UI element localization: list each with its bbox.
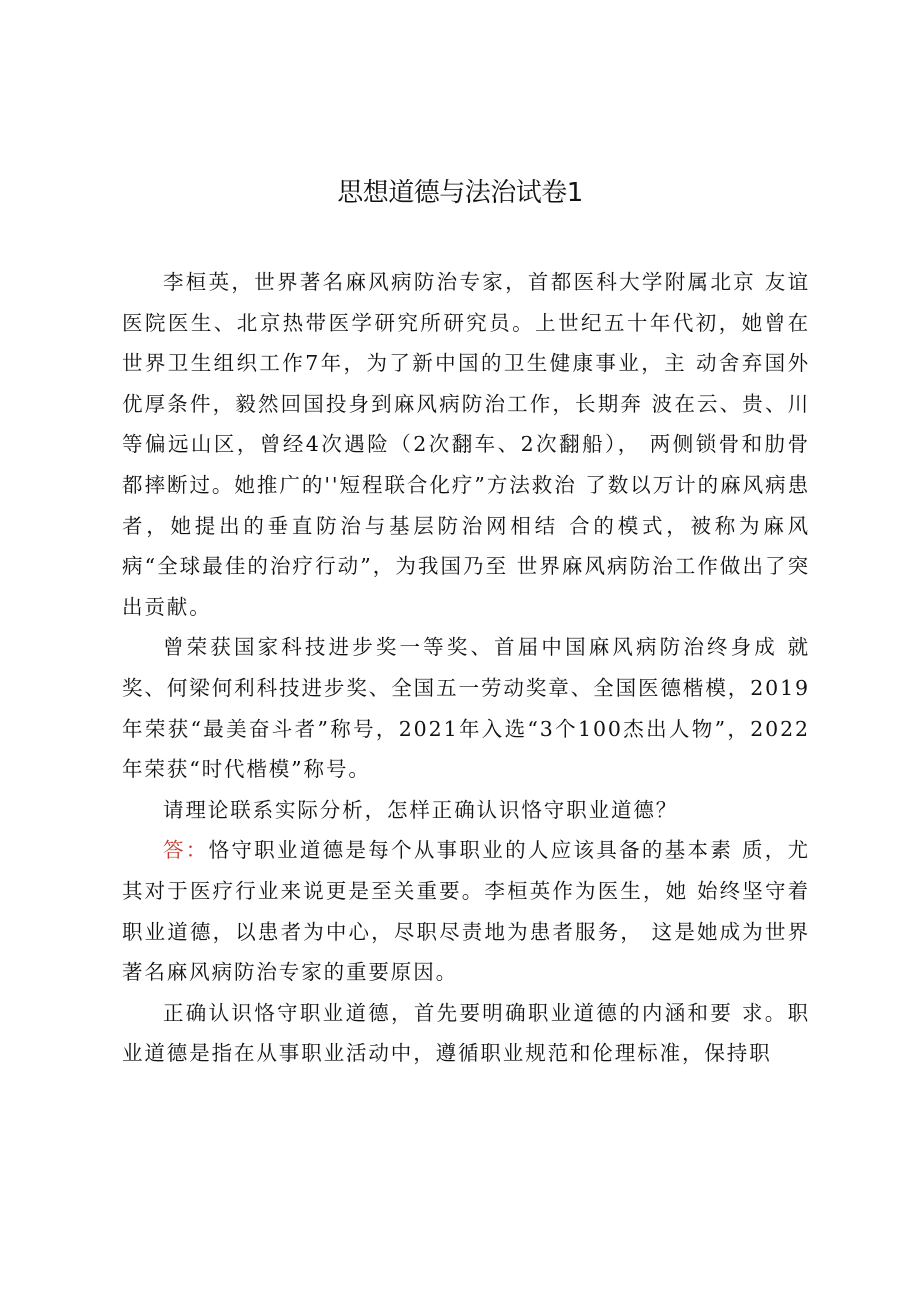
paragraph-honors: 曾荣获国家科技进步奖一等奖、首届中国麻风病防治终身成 就奖、何梁何利科技进步奖、全国五一劳动奖章、全国医德楷模，2019年荣获“最美奋斗者”称号，2021年入选“3个100杰出人物”，2022年荣获“时代楷模”称号。 [122, 635, 810, 782]
question-text: 请理论联系实际分析，怎样正确认识恪守职业道德？ [163, 797, 679, 822]
paragraph-analysis: 正确认识恪守职业道德，首先要明确职业道德的内涵和要 求。职业道德是指在从事职业活动中，遵循职业规范和伦理标准，保持职 [122, 1000, 810, 1066]
answer-text: 恪守职业道德是每个从事职业的人应该具备的基本素 质，尤其对于医疗行业来说更是至关重要。李桓英作为医生，她 始终坚守着职业道德，以患者为中心，尽职尽责地为患者服务， 这是她成为世界著名麻风病防治专家的重要原因。 [122, 838, 810, 985]
answer-label: 答： [163, 838, 209, 863]
document-body [122, 262, 810, 1074]
paragraph-biography: 李桓英，世界著名麻风病防治专家，首都医科大学附属北京 友谊医院医生、北京热带医学研究所研究员。上世纪五十年代初，她曾在世界卫生组织工作7年，为了新中国的卫生健康事业，主 动舍弃国外优厚条件，毅然回国投身到麻风病防治工作，长期奔 波在云、贵、川等偏远山区，曾经4次遇险（2次翻车、2次翻船）， 两侧锁骨和肋骨都摔断过。她推广的''短程联合化疗”方法救治 了数以万计的麻风病患者，她提出的垂直防治与基层防治网相结 合的模式，被称为麻风病“全球最佳的治疗行动”，为我国乃至 世界麻风病防治工作做出了突出贡献。 [122, 270, 810, 619]
document-title: 思想道德与法治试卷1 [337, 178, 583, 208]
answer-paragraph [122, 830, 810, 992]
